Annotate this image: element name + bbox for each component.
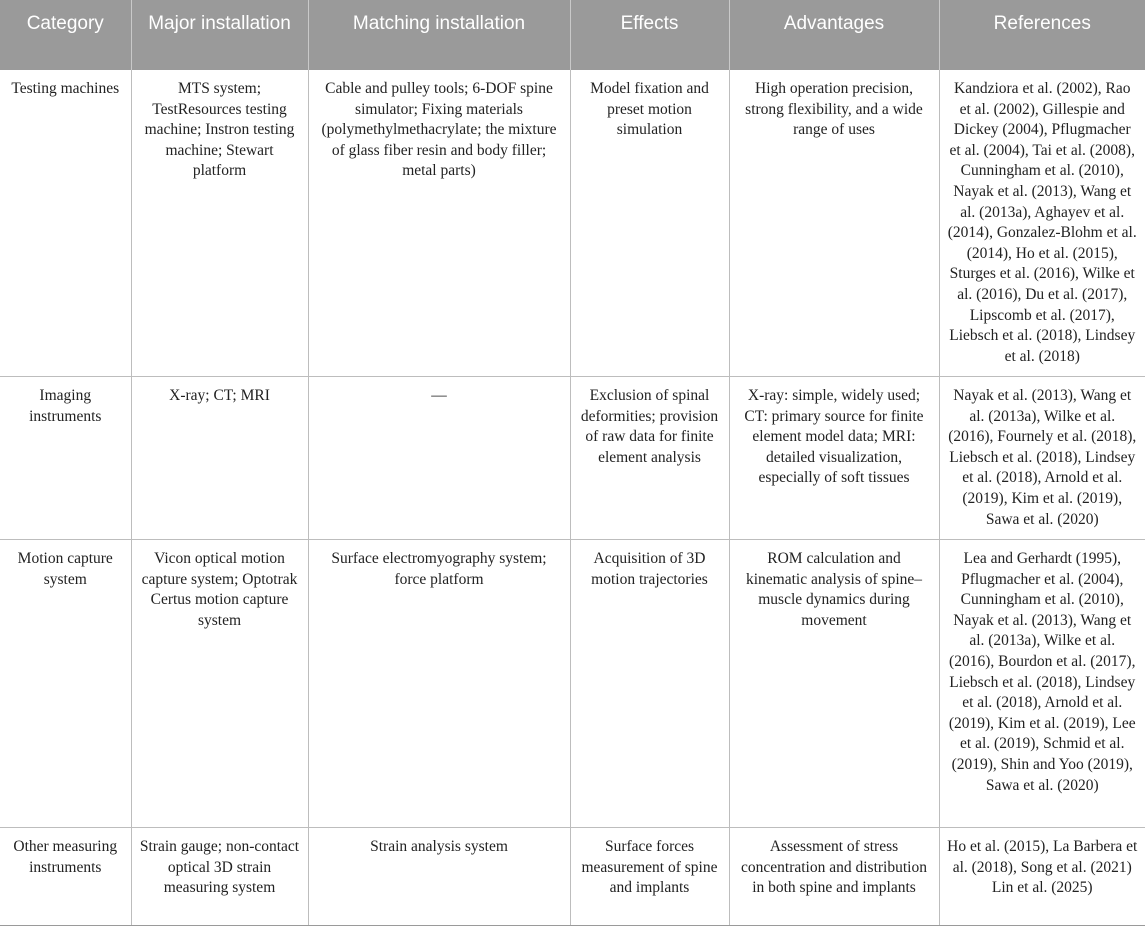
table-row [0, 828, 1145, 926]
cell-major-installation: Strain gauge; non-contact optical 3D strain measuring system [131, 828, 308, 926]
cell-advantages: High operation precision, strong flexibility, and a wide range of uses [729, 70, 939, 377]
cell-category: Testing machines [0, 70, 131, 377]
cell-references: Nayak et al. (2013), Wang et al. (2013a), Wilke et al. (2016), Fournely et al. (2018), Liebsch et al. (2018), Lindsey et al. (2018), Arnold et al. (2019), Kim et al. (2019), Sawa et al. (2020) [939, 377, 1145, 540]
header-matching-installation: Matching installation [308, 0, 570, 70]
cell-major-installation: MTS system; TestResources testing machine; Instron testing machine; Stewart platform [131, 70, 308, 377]
header-category: Category [0, 0, 131, 70]
cell-category: Motion capture system [0, 540, 131, 828]
cell-matching-installation: — [308, 377, 570, 540]
cell-references: Ho et al. (2015), La Barbera et al. (2018), Song et al. (2021) Lin et al. (2025) [939, 828, 1145, 926]
cell-major-installation: Vicon optical motion capture system; Optotrak Certus motion capture system [131, 540, 308, 828]
cell-major-installation: X-ray; CT; MRI [131, 377, 308, 540]
cell-effects: Model fixation and preset motion simulation [570, 70, 729, 377]
cell-matching-installation: Cable and pulley tools; 6-DOF spine simulator; Fixing materials (polymethylmethacrylate; the mixture of glass fiber resin and body filler; metal parts) [308, 70, 570, 377]
header-effects: Effects [570, 0, 729, 70]
cell-references: Kandziora et al. (2002), Rao et al. (2002), Gillespie and Dickey (2004), Pflugmacher et al. (2004), Tai et al. (2008), Cunningham et al. (2010), Nayak et al. (2013), Wang et al. (2013a), Aghayev et al. (2014), Gonzalez-Blohm et al. (2014), Ho et al. (2015), Sturges et al. (2016), Wilke et al. (2016), Du et al. (2017), Lipscomb et al. (2017), Liebsch et al. (2018), Lindsey et al. (2018) [939, 70, 1145, 377]
cell-advantages: X-ray: simple, widely used; CT: primary source for finite element model data; MRI: detailed visualization, especially of soft tissues [729, 377, 939, 540]
cell-category: Other measuring instruments [0, 828, 131, 926]
cell-matching-installation: Surface electromyography system; force platform [308, 540, 570, 828]
table-row [0, 377, 1145, 540]
header-advantages: Advantages [729, 0, 939, 70]
table-row [0, 540, 1145, 828]
header-references: References [939, 0, 1145, 70]
cell-effects: Exclusion of spinal deformities; provision of raw data for finite element analysis [570, 377, 729, 540]
table-row [0, 70, 1145, 377]
cell-matching-installation: Strain analysis system [308, 828, 570, 926]
cell-effects: Surface forces measurement of spine and implants [570, 828, 729, 926]
header-row [0, 0, 1145, 70]
cell-category: Imaging instruments [0, 377, 131, 540]
cell-effects: Acquisition of 3D motion trajectories [570, 540, 729, 828]
cell-advantages: Assessment of stress concentration and distribution in both spine and implants [729, 828, 939, 926]
cell-advantages: ROM calculation and kinematic analysis of spine–muscle dynamics during movement [729, 540, 939, 828]
cell-references: Lea and Gerhardt (1995), Pflugmacher et al. (2004), Cunningham et al. (2010), Nayak et al. (2013), Wang et al. (2013a), Wilke et al. (2016), Bourdon et al. (2017), Liebsch et al. (2018), Lindsey et al. (2018), Arnold et al. (2019), Kim et al. (2019), Lee et al. (2019), Schmid et al. (2019), Shin and Yoo (2019), Sawa et al. (2020) [939, 540, 1145, 828]
header-major-installation: Major installation [131, 0, 308, 70]
